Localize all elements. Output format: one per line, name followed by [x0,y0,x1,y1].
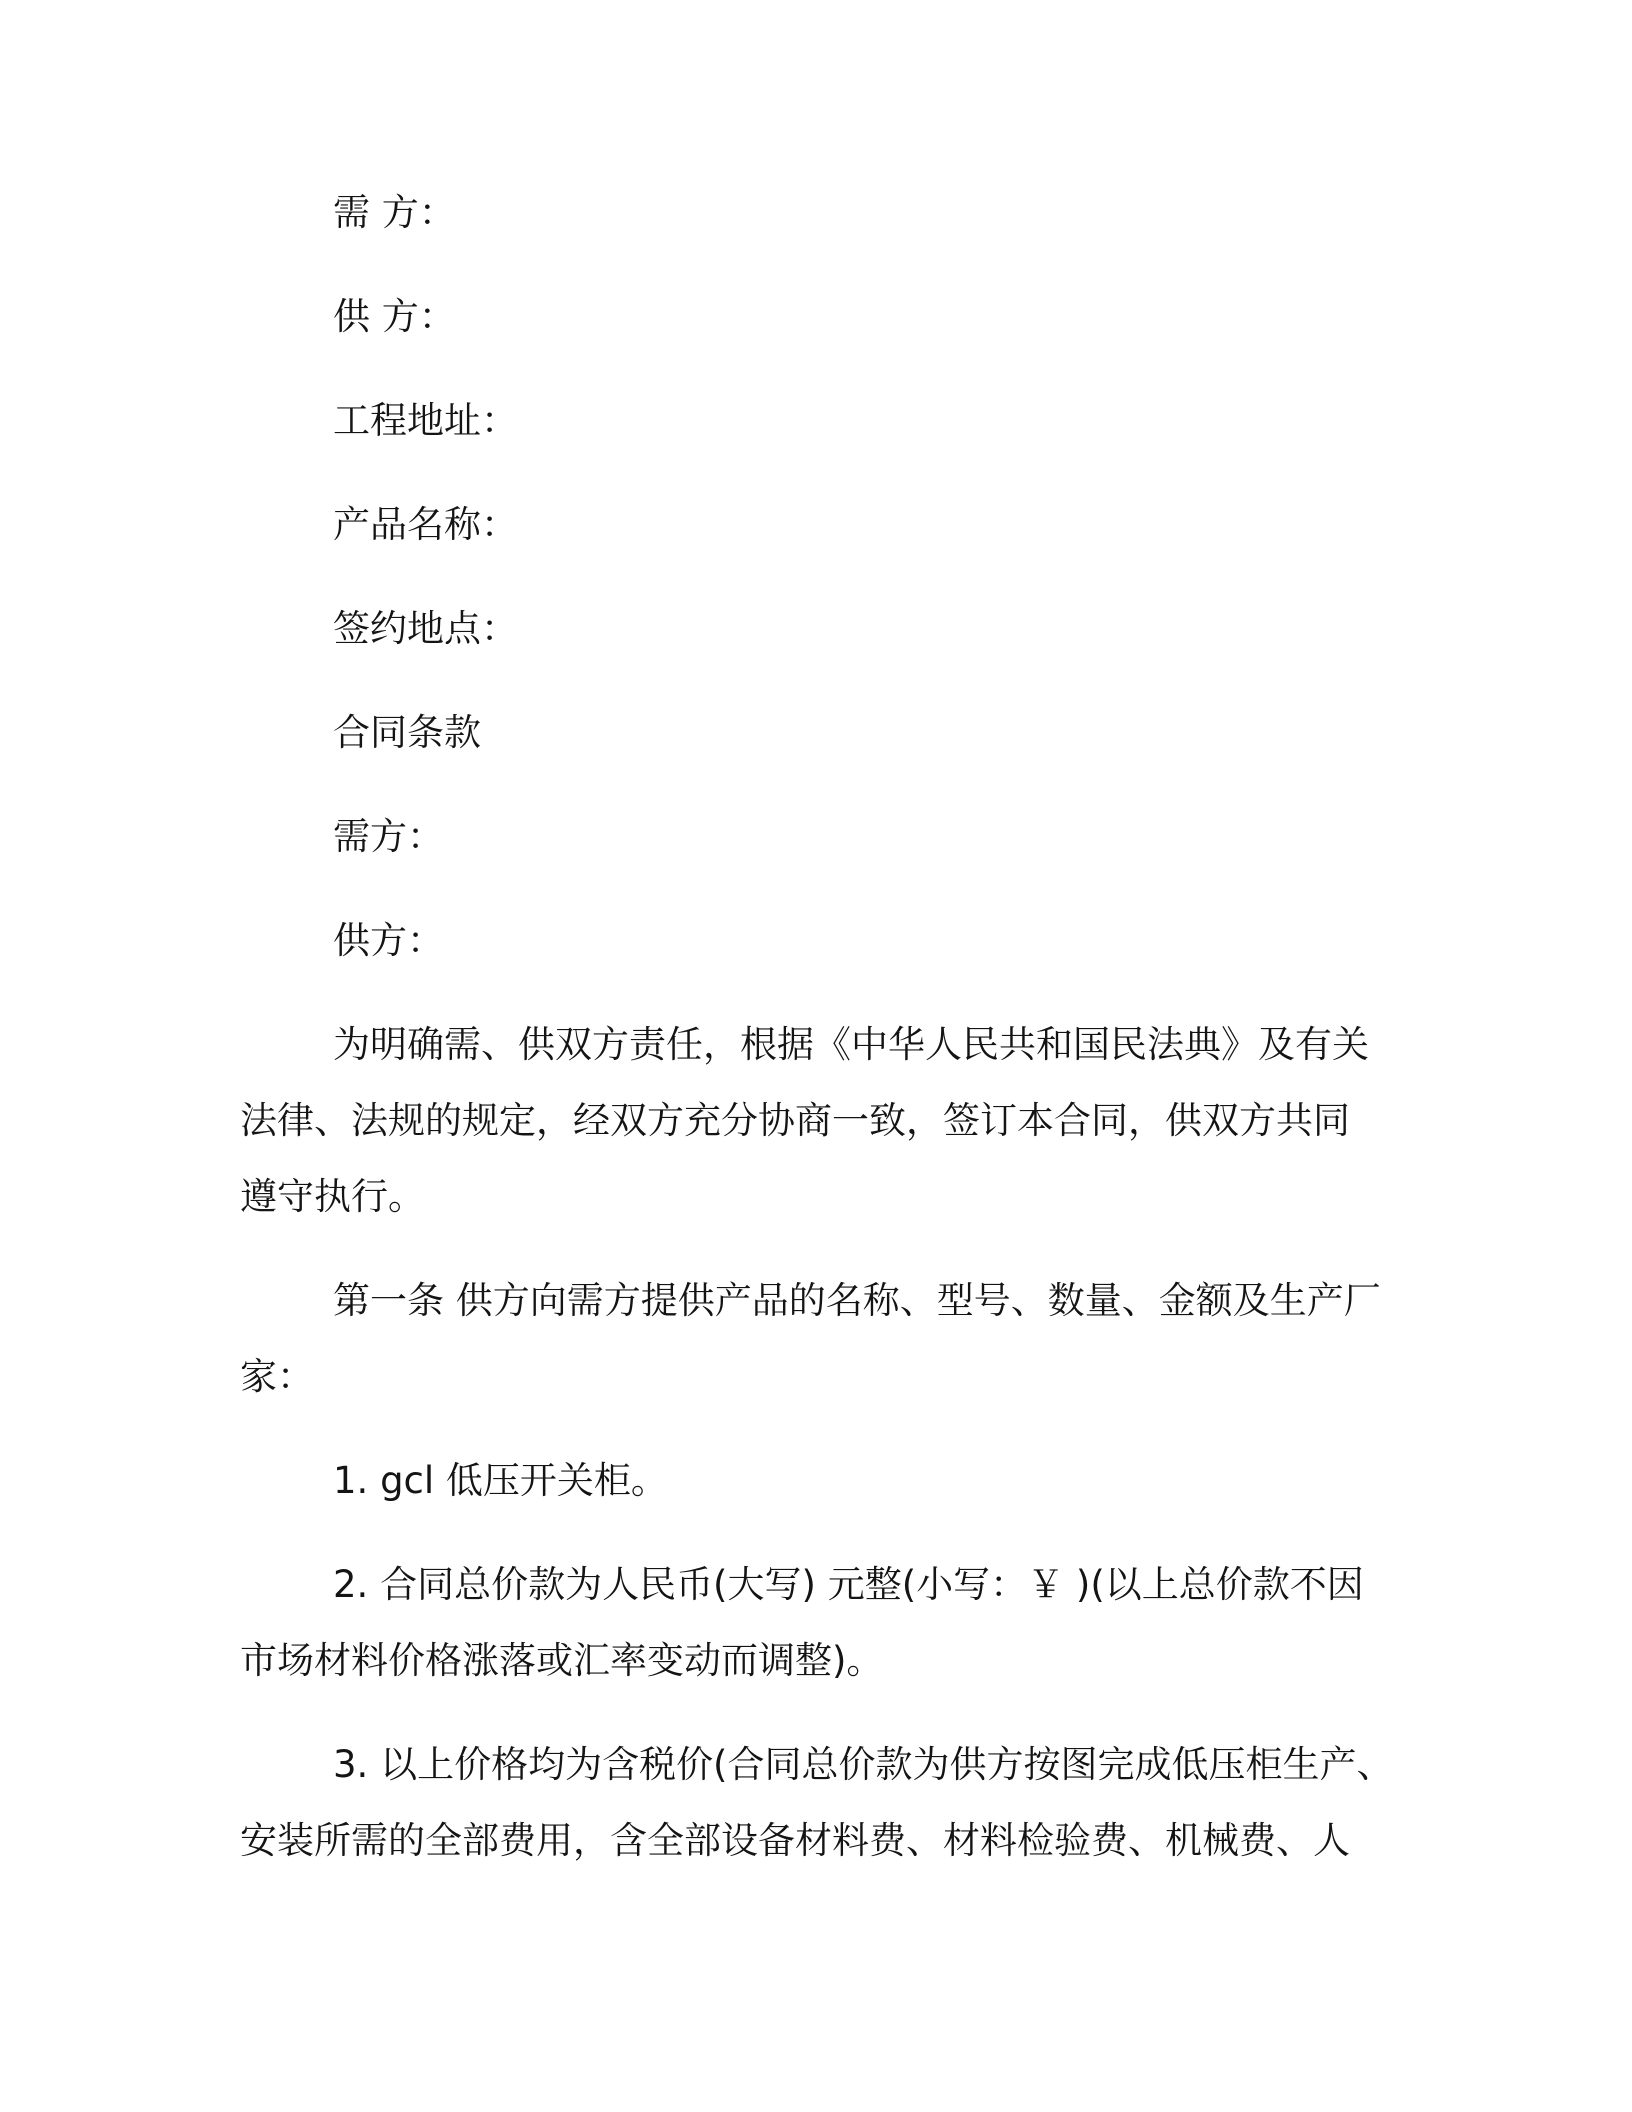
project-address-field [240,383,1440,459]
paragraph-line: 第一条 供方向需方提供产品的名称、型号、数量、金额及生产厂 [333,1279,1381,1322]
supplier-field [240,279,1440,355]
paragraph-line: 3. 以上价格均为含税价(合同总价款为供方按图完成低压柜生产、 [333,1743,1394,1786]
paragraph-line: 安装所需的全部费用，含全部设备材料费、材料检验费、机械费、人 [240,1819,1350,1862]
paragraph-line: 1. gcl 低压开关柜。 [333,1459,668,1502]
supplier-label: 供 方： [333,295,456,338]
item-2-paragraph [240,1547,1440,1699]
signing-location-label: 签约地点： [333,607,518,650]
paragraph-line: 市场材料价格涨落或汇率变动而调整)。 [240,1639,884,1682]
signing-location-field [240,591,1440,667]
buyer-field [240,175,1440,251]
product-name-label: 产品名称： [333,503,518,546]
item-1-paragraph [240,1443,1440,1519]
contract-body [240,175,1440,1907]
item-3-paragraph [240,1727,1440,1879]
contract-terms-heading: 合同条款 [333,711,481,754]
paragraph-line: 遵守执行。 [240,1175,425,1218]
paragraph-line: 家： [240,1355,314,1398]
project-address-label: 工程地址： [333,399,518,442]
supplier-party-field [240,903,1440,979]
buyer-party-field [240,799,1440,875]
product-name-field [240,487,1440,563]
paragraph-line: 法律、法规的规定，经双方充分协商一致，签订本合同，供双方共同 [240,1099,1350,1142]
buyer-label: 需 方： [333,191,456,234]
article-one-paragraph [240,1263,1440,1415]
supplier-party-label: 供方： [333,919,444,962]
buyer-party-label: 需方： [333,815,444,858]
paragraph-line: 2. 合同总价款为人民币(大写) 元整(小写：￥ )(以上总价款不因 [333,1563,1364,1606]
contract-terms-heading-block [240,695,1440,771]
preamble-paragraph [240,1007,1440,1235]
paragraph-line: 为明确需、供双方责任，根据《中华人民共和国民法典》及有关 [333,1023,1369,1066]
